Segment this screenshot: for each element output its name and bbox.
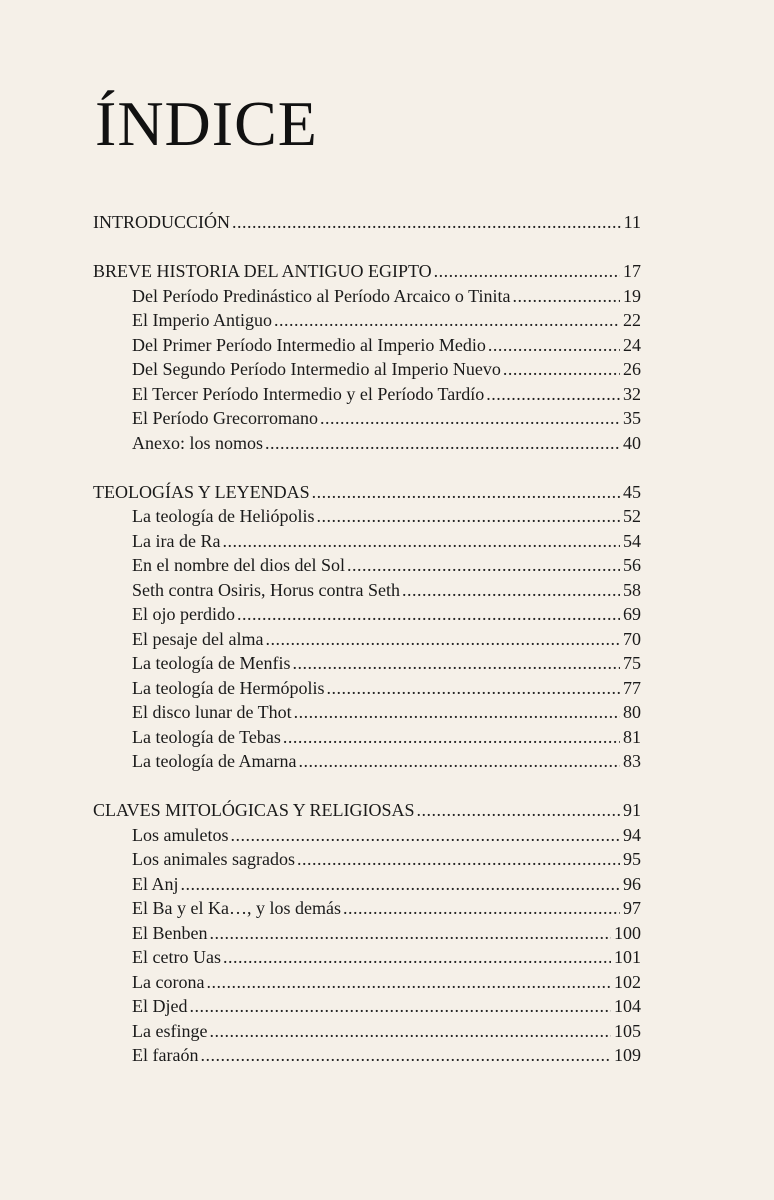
dot-leader	[297, 847, 620, 872]
toc-page-number: 81	[623, 726, 641, 747]
toc-subentry	[93, 749, 641, 774]
toc-page-number: 96	[623, 873, 641, 894]
toc-subentry	[93, 406, 641, 431]
toc-page-number: 101	[614, 947, 641, 967]
toc-page-number: 105	[614, 1020, 641, 1041]
toc-subentry-title: La ira de Ra	[132, 530, 221, 551]
toc-subentry	[93, 970, 641, 995]
toc-subentry	[93, 333, 641, 358]
toc-subentry-title: El faraón	[132, 1045, 199, 1065]
toc-subentry	[93, 994, 641, 1019]
toc-subentry	[93, 823, 641, 848]
toc-section	[93, 210, 641, 235]
toc-section-heading	[93, 480, 641, 505]
toc-page-number: 45	[623, 481, 641, 502]
toc-section-title: INTRODUCCIÓN	[93, 212, 230, 232]
dot-leader	[181, 872, 620, 897]
dot-leader	[298, 749, 620, 774]
toc-page-number: 91	[623, 800, 641, 820]
toc-subentry	[93, 847, 641, 872]
toc-page-number: 102	[614, 971, 641, 992]
toc-page-number: 17	[623, 261, 641, 281]
toc-subentry-title: Del Primer Período Intermedio al Imperio Medio	[132, 334, 486, 355]
toc-section-heading	[93, 259, 641, 284]
dot-leader	[312, 480, 620, 505]
dot-leader	[223, 945, 611, 970]
toc-subentry-title: El Anj	[132, 873, 179, 894]
toc-subentry	[93, 1019, 641, 1044]
dot-leader	[222, 529, 620, 554]
dot-leader	[200, 1043, 611, 1068]
toc-subentry-title: El Imperio Antiguo	[132, 310, 272, 330]
toc-subentry	[93, 308, 641, 333]
dot-leader	[434, 259, 620, 284]
dot-leader	[206, 970, 611, 995]
toc-subentry-title: La teología de Menfis	[132, 653, 291, 673]
toc-page-number: 19	[623, 285, 641, 306]
dot-leader	[274, 308, 620, 333]
dot-leader	[232, 210, 621, 235]
dot-leader	[503, 357, 620, 382]
toc-section	[93, 480, 641, 774]
dot-leader	[402, 578, 620, 603]
toc-page-number: 100	[614, 922, 641, 943]
toc-subentry-title: La teología de Amarna	[132, 751, 297, 771]
toc-page-number: 77	[623, 677, 641, 698]
toc-subentry	[93, 945, 641, 970]
toc-subentry	[93, 553, 641, 578]
dot-leader	[209, 1019, 611, 1044]
toc-page-number: 52	[623, 506, 641, 526]
toc-page-number: 70	[623, 628, 641, 649]
dot-leader	[347, 553, 620, 578]
toc-subentry-title: Del Segundo Período Intermedio al Imperio Nuevo	[132, 359, 501, 379]
toc-subentry	[93, 921, 641, 946]
toc-subentry	[93, 872, 641, 897]
toc-page-number: 58	[623, 579, 641, 600]
toc-subentry	[93, 700, 641, 725]
toc-page-number: 40	[623, 432, 641, 453]
toc-subentry-title: Anexo: los nomos	[132, 432, 264, 453]
dot-leader	[486, 382, 620, 407]
toc-page-number: 75	[623, 653, 641, 673]
toc-subentry-title: El disco lunar de Thot	[132, 702, 292, 722]
toc-page-number: 22	[623, 310, 641, 330]
toc-page-number: 97	[623, 898, 641, 918]
toc-subentry	[93, 431, 641, 456]
dot-leader	[320, 406, 620, 431]
dot-leader	[316, 504, 620, 529]
table-of-contents	[93, 210, 641, 1068]
toc-subentry	[93, 725, 641, 750]
dot-leader	[265, 431, 620, 456]
toc-subentry	[93, 1043, 641, 1068]
toc-page-number: 104	[614, 996, 641, 1016]
dot-leader	[292, 651, 620, 676]
dot-leader	[488, 333, 620, 358]
toc-subentry	[93, 578, 641, 603]
dot-leader	[417, 798, 620, 823]
toc-subentry-title: La esfinge	[132, 1020, 208, 1041]
toc-page-number: 11	[623, 212, 641, 232]
toc-subentry-title: El Ba y el Ka…, y los demás	[132, 898, 341, 918]
toc-subentry-title: En el nombre del dios del Sol	[132, 555, 345, 575]
toc-section	[93, 798, 641, 1068]
toc-subentry	[93, 651, 641, 676]
dot-leader	[209, 921, 611, 946]
toc-section-title: BREVE HISTORIA DEL ANTIGUO EGIPTO	[93, 261, 432, 281]
toc-subentry	[93, 602, 641, 627]
toc-page-number: 83	[623, 751, 641, 771]
dot-leader	[265, 627, 620, 652]
toc-subentry	[93, 676, 641, 701]
toc-section-heading	[93, 210, 641, 235]
toc-page-number: 80	[623, 702, 641, 722]
toc-page-number: 24	[623, 334, 641, 355]
toc-subentry	[93, 284, 641, 309]
dot-leader	[512, 284, 620, 309]
toc-page-number: 69	[623, 604, 641, 624]
dot-leader	[190, 994, 612, 1019]
toc-subentry-title: El Tercer Período Intermedio y el Período Tardío	[132, 383, 485, 404]
toc-subentry-title: Los amuletos	[132, 824, 229, 845]
toc-subentry-title: La teología de Hermópolis	[132, 677, 325, 698]
toc-page-number: 56	[623, 555, 641, 575]
toc-page-number: 109	[614, 1045, 641, 1065]
toc-page-number: 94	[623, 824, 641, 845]
page-title: ÍNDICE	[95, 88, 318, 159]
toc-subentry-title: El cetro Uas	[132, 947, 221, 967]
dot-leader	[343, 896, 620, 921]
toc-subentry	[93, 627, 641, 652]
dot-leader	[237, 602, 620, 627]
toc-page-number: 35	[623, 408, 641, 428]
toc-subentry	[93, 382, 641, 407]
toc-subentry-title: El pesaje del alma	[132, 628, 264, 649]
toc-section-heading	[93, 798, 641, 823]
toc-section-title: TEOLOGÍAS Y LEYENDAS	[93, 481, 310, 502]
toc-subentry-title: El Djed	[132, 996, 188, 1016]
toc-page-number: 95	[623, 849, 641, 869]
toc-subentry	[93, 529, 641, 554]
toc-section-title: CLAVES MITOLÓGICAS Y RELIGIOSAS	[93, 800, 415, 820]
toc-subentry	[93, 504, 641, 529]
toc-subentry-title: El Benben	[132, 922, 208, 943]
toc-page-number: 54	[623, 530, 641, 551]
toc-page-number: 26	[623, 359, 641, 379]
dot-leader	[326, 676, 620, 701]
toc-subentry	[93, 896, 641, 921]
dot-leader	[231, 823, 621, 848]
toc-subentry-title: Del Período Predinástico al Período Arcaico o Tinita	[132, 285, 511, 306]
toc-subentry	[93, 357, 641, 382]
toc-page-number: 32	[623, 383, 641, 404]
toc-subentry-title: La corona	[132, 971, 205, 992]
toc-subentry-title: Seth contra Osiris, Horus contra Seth	[132, 579, 400, 600]
toc-subentry-title: El Período Grecorromano	[132, 408, 318, 428]
toc-subentry-title: La teología de Heliópolis	[132, 506, 315, 526]
dot-leader	[294, 700, 620, 725]
toc-subentry-title: La teología de Tebas	[132, 726, 281, 747]
toc-subentry-title: El ojo perdido	[132, 604, 235, 624]
toc-section	[93, 259, 641, 455]
toc-subentry-title: Los animales sagrados	[132, 849, 295, 869]
dot-leader	[283, 725, 620, 750]
